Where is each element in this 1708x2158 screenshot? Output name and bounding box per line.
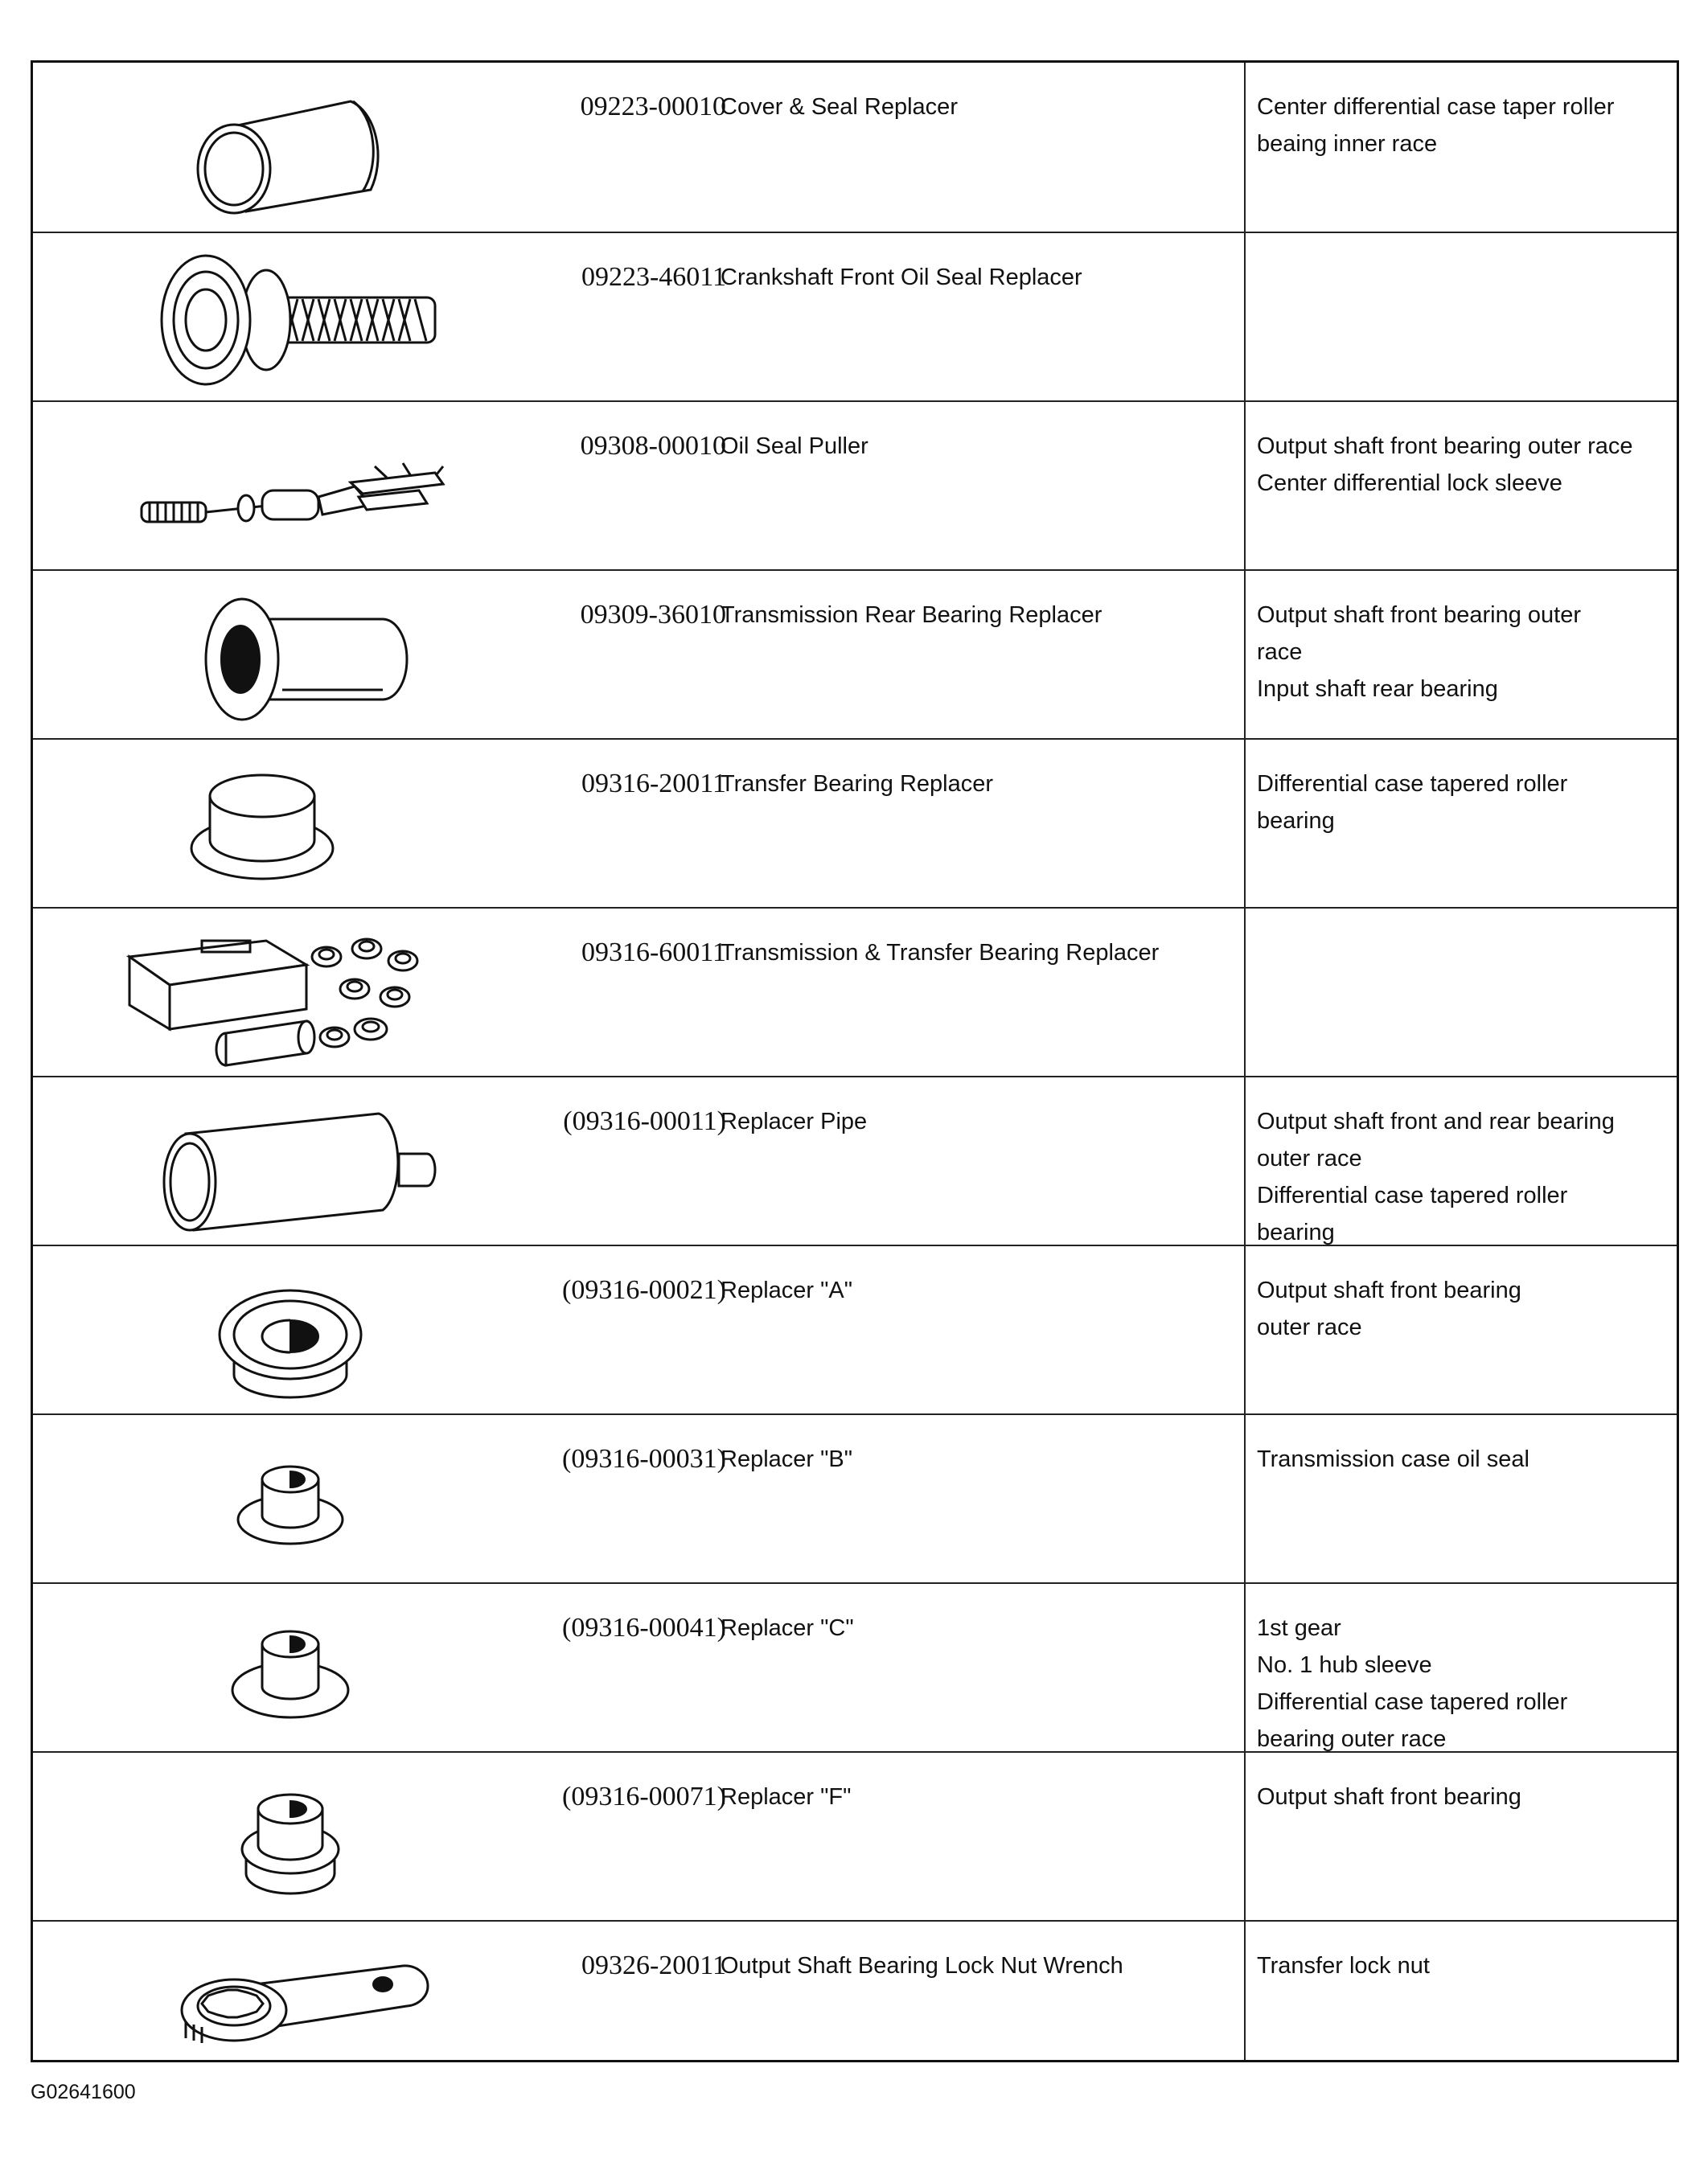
special-service-tools-table <box>31 60 1679 2062</box>
tool-name: Replacer "B" <box>721 1446 853 1472</box>
tool-usage: Center differential case taper roller beaing inner race <box>1257 94 1615 157</box>
part-number: (09316-00021) <box>562 1275 726 1305</box>
tool-row <box>33 738 1677 907</box>
tool-row <box>33 232 1677 400</box>
tool-kit-case-icon <box>65 917 483 1069</box>
replacer-f-icon <box>65 1761 483 1914</box>
replacer-pipe-icon <box>65 1085 483 1238</box>
threaded-seal-replacer-icon <box>65 241 483 394</box>
part-number: 09223-46011 <box>581 262 726 292</box>
tool-row <box>33 1245 1677 1413</box>
part-number: (09316-00011) <box>563 1106 726 1136</box>
tool-name: Output Shaft Bearing Lock Nut Wrench <box>721 1953 1123 1979</box>
tool-row <box>33 1076 1677 1245</box>
part-number: 09223-00010 <box>580 92 726 121</box>
part-number: (09316-00031) <box>562 1444 726 1474</box>
tool-usage: Transfer lock nut <box>1257 1953 1430 1979</box>
tool-name: Crankshaft Front Oil Seal Replacer <box>721 265 1082 290</box>
tool-name: Transmission & Transfer Bearing Replacer <box>721 940 1160 966</box>
tool-row <box>33 907 1677 1076</box>
part-number: 09308-00010 <box>580 431 726 461</box>
replacer-c-icon <box>65 1592 483 1745</box>
tool-usage: Transmission case oil seal <box>1257 1446 1529 1472</box>
tool-usage: 1st gear No. 1 hub sleeve Differential case tapered roller bearing outer race <box>1257 1615 1568 1752</box>
part-number: 09316-60011 <box>581 937 726 967</box>
tool-name: Replacer "F" <box>721 1784 852 1810</box>
flanged-tube-icon <box>65 579 483 732</box>
tool-name: Replacer Pipe <box>721 1109 868 1134</box>
figure-id: G02641600 <box>31 2081 136 2103</box>
tool-row <box>33 1582 1677 1751</box>
part-number: 09326-20011 <box>581 1951 726 1980</box>
lock-nut-wrench-icon <box>65 1930 483 2058</box>
part-number: 09309-36010 <box>580 600 726 630</box>
slide-hammer-puller-icon <box>65 410 483 563</box>
part-number: (09316-00071) <box>562 1782 726 1811</box>
cylinder-sleeve-icon <box>65 71 483 224</box>
tool-usage: Output shaft front bearing outer race Input shaft rear bearing <box>1257 602 1582 702</box>
tool-name: Transmission Rear Bearing Replacer <box>721 602 1102 628</box>
tool-usage: Output shaft front bearing outer race <box>1257 1278 1521 1340</box>
tool-row <box>33 1413 1677 1582</box>
tool-name: Cover & Seal Replacer <box>721 94 958 120</box>
tool-name: Replacer "A" <box>721 1278 853 1303</box>
tool-usage: Output shaft front bearing <box>1257 1784 1521 1810</box>
replacer-a-icon <box>65 1254 483 1407</box>
tool-name: Transfer Bearing Replacer <box>721 771 994 797</box>
flanged-cup-icon <box>65 748 483 901</box>
tool-usage: Output shaft front bearing outer race Center differential lock sleeve <box>1257 433 1633 496</box>
replacer-b-icon <box>65 1423 483 1576</box>
tool-row <box>33 569 1677 738</box>
tool-name: Oil Seal Puller <box>721 433 868 459</box>
part-number: 09316-20011 <box>581 769 726 798</box>
tool-name: Replacer "C" <box>721 1615 854 1641</box>
part-number: (09316-00041) <box>562 1613 726 1643</box>
tool-usage: Output shaft front and rear bearing outer race Differential case tapered roller bearing <box>1257 1109 1615 1245</box>
tool-row <box>33 1920 1677 2060</box>
tool-usage: Differential case tapered roller bearing <box>1257 771 1568 834</box>
tool-row <box>33 63 1677 232</box>
tool-row <box>33 1751 1677 1920</box>
tool-row <box>33 400 1677 569</box>
